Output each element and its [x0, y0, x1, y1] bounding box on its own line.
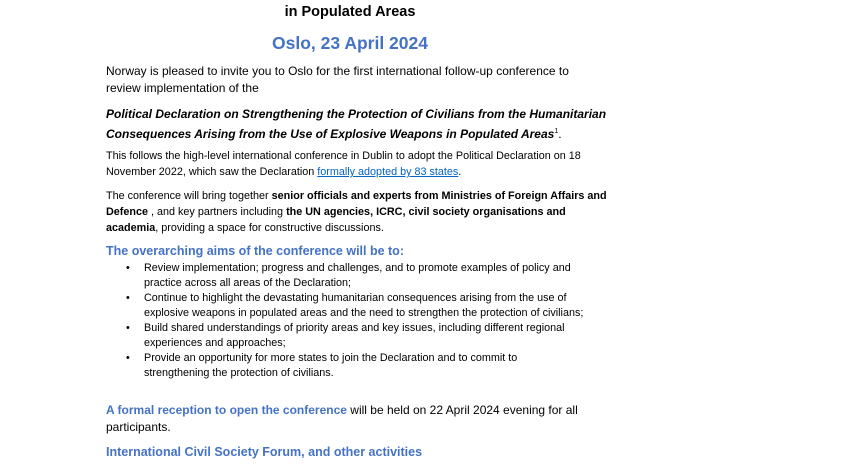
aims-item-line2: explosive weapons in populated areas and the need to strengthen the protection of civilians;: [144, 307, 584, 319]
aims-heading: The overarching aims of the conference will be to:: [106, 244, 404, 258]
conference-line1: [106, 188, 607, 204]
aims-list-item: [124, 321, 583, 351]
conference-bold3: the UN agencies, ICRC, civil society organisations and: [286, 206, 566, 218]
city-date-heading: Oslo, 23 April 2024: [272, 33, 428, 53]
declaration-title-text: Consequences Arising from the Use of Explosive Weapons in Populated Areas: [106, 127, 555, 141]
conference-bold2: Defence: [106, 206, 149, 218]
bullet-icon: •: [126, 352, 130, 364]
document-title-line1: [0, 0, 700, 1]
reception-rest: will be held on 22 April 2024 evening for all: [346, 403, 578, 417]
aims-list-item: [124, 291, 583, 321]
conference-prefix: The conference will bring together: [106, 190, 272, 202]
bullet-icon: •: [126, 262, 130, 274]
aims-item-line2: experiences and approaches;: [144, 337, 286, 349]
aims-item-line1: Review implementation; progress and challenges, and to promote examples of policy and: [144, 262, 571, 274]
conference-bold1: senior officials and experts from Ministries of Foreign Affairs and: [271, 190, 607, 202]
aims-list-item: [124, 351, 583, 381]
intro-line1: Norway is pleased to invite you to Oslo for the first international follow-up conference to: [106, 64, 569, 78]
aims-item-line1: Provide an opportunity for more states to join the Declaration and to commit to: [144, 352, 518, 364]
declaration-end: .: [558, 127, 562, 141]
aims-list: [124, 261, 583, 381]
aims-item-line1: Continue to highlight the devastating humanitarian consequences arising from the use of: [144, 292, 567, 304]
conference-line3: [106, 220, 384, 236]
dublin-line1: This follows the high-level international conference in Dublin to adopt the Political Declaration on 18: [106, 150, 581, 162]
aims-list-item: [124, 261, 583, 291]
conference-suffix: , providing a space for constructive discussions.: [155, 222, 384, 234]
bullet-icon: •: [126, 322, 130, 334]
declaration-title-line2: [106, 123, 562, 143]
conference-line2: [106, 204, 566, 220]
dublin-line2: [106, 164, 461, 180]
reception-line2: participants.: [106, 420, 171, 434]
dublin-line2-suffix: .: [458, 166, 462, 178]
declaration-title-line1: Political Declaration on Strengthening the Protection of Civilians from the Humanitarian: [106, 107, 607, 121]
dublin-line2-prefix: November 2022, which saw the Declaration: [106, 166, 318, 178]
forum-heading: International Civil Society Forum, and other activities: [106, 445, 423, 459]
aims-item-line2: practice across all areas of the Declaration;: [144, 277, 352, 289]
adopted-states-link[interactable]: formally adopted by 83 states: [317, 166, 459, 178]
conference-bold4: academia: [106, 222, 156, 234]
document-title-line2: in Populated Areas: [284, 4, 416, 20]
aims-item-line2: strengthening the protection of civilians.: [144, 367, 334, 379]
aims-item-line1: Build shared understandings of priority areas and key issues, including different regional: [144, 322, 565, 334]
reception-line1: [106, 402, 578, 419]
intro-line2: review implementation of the: [106, 81, 259, 95]
footnote-marker[interactable]: 1: [554, 128, 559, 135]
conference-mid: , and key partners including: [148, 206, 287, 218]
reception-bold: A formal reception to open the conference: [106, 403, 347, 417]
bullet-icon: •: [126, 292, 130, 304]
